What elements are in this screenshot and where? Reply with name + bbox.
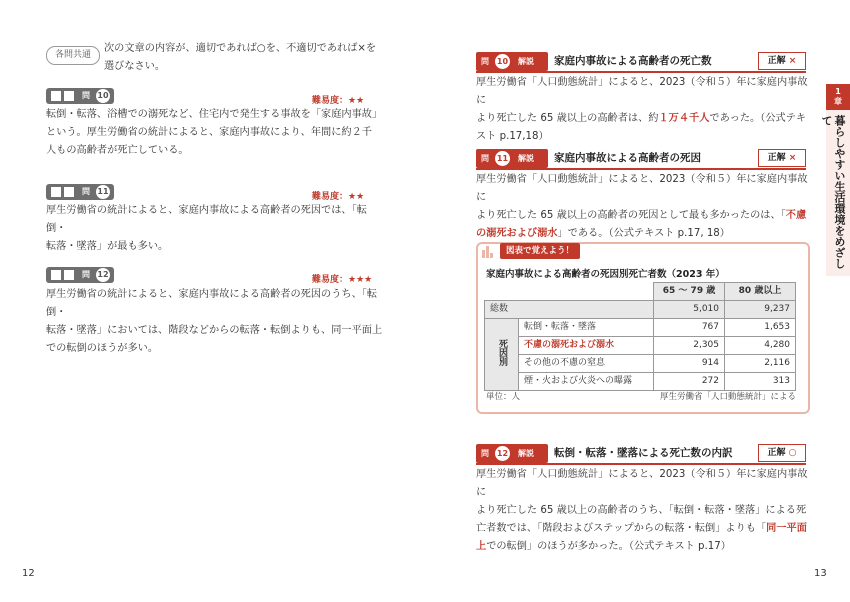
table-row: [485, 301, 796, 319]
correct-answer: 正解 ○: [758, 444, 806, 462]
divider: [476, 168, 806, 170]
question-line: 人もの高齢者が死亡している。: [46, 145, 189, 156]
page-number-left: 12: [22, 568, 35, 579]
figure-tag-title: 図表で覚えよう！: [500, 243, 580, 259]
cell-value: 5,010: [654, 301, 725, 319]
chapter-number: 1 章: [826, 84, 850, 110]
answer-header-11: [476, 149, 806, 168]
question-text: [46, 202, 386, 256]
question-line: 厚生労働省の統計によると、家庭内事故による高齢者の死因のうち、「転倒・: [46, 289, 378, 318]
answer-tag: 問 12 解説: [476, 444, 548, 463]
table-title: 家庭内事故による高齢者の死因別死亡者数（2023 年）: [486, 269, 725, 280]
answer-title: 家庭内事故による高齢者の死因: [554, 152, 701, 164]
answer-title: 家庭内事故による高齢者の死亡数: [554, 55, 712, 67]
instruction-line: 選びなさい。: [104, 61, 166, 72]
question-number: 10: [96, 89, 110, 103]
difficulty: 難易度：★★★: [312, 275, 373, 285]
table-row: [485, 355, 796, 373]
answer-header-12: [476, 444, 806, 463]
instruction-line: 次の文章の内容が、適切であれば○を、不適切であれば×を: [104, 43, 377, 54]
group-label: 死因別: [485, 319, 519, 391]
row-label: 総数: [485, 301, 654, 319]
question-line: 転落・墜落」においては、階段などからの転落・転倒よりも、同一平面上: [46, 325, 383, 336]
figure-tag: [476, 242, 580, 260]
answer-mark: ○: [788, 448, 797, 458]
cell-value: 2,116: [725, 355, 796, 373]
divider: [476, 71, 806, 73]
cell-value: 1,653: [725, 319, 796, 337]
answer-header-10: [476, 52, 806, 71]
question-line: 厚生労働省の統計によると、家庭内事故による高齢者の死因では、「転倒・: [46, 205, 367, 234]
correct-answer: 正解 ×: [758, 52, 806, 70]
row-label: その他の不慮の窒息: [519, 355, 654, 373]
column-header: 80 歳以上: [725, 283, 796, 301]
cell-value: 767: [654, 319, 725, 337]
answer-box-icon: [51, 270, 61, 280]
cell-value: 4,280: [725, 337, 796, 355]
cell-value: 914: [654, 355, 725, 373]
answer-box-icon: [51, 91, 61, 101]
table-row: [485, 337, 796, 355]
table-source: 厚生労働省「人口動態統計」による: [659, 392, 796, 402]
answer-box-icon: [64, 270, 74, 280]
question-label-10: 問 10: [46, 88, 114, 104]
table-row: [485, 373, 796, 391]
question-line: という。厚生労働省の統計によると、家庭内事故により、年間に約２千: [46, 127, 372, 138]
table-row: [485, 283, 796, 301]
page-number-right: 13: [814, 568, 827, 579]
answer-number: 12: [495, 446, 510, 461]
answer-text: 厚生労働省「人口動態統計」によると、2023（令和５）年に家庭内事故に より死亡した 65 歳以上の高齢者は、約１万４千人であった。（公式テキ スト p.17,18）: [476, 77, 808, 142]
common-tag: 各問共通: [46, 46, 100, 65]
question-text: [46, 106, 386, 160]
column-header: 65 ～ 79 歳: [654, 283, 725, 301]
answer-number: 10: [495, 54, 510, 69]
answer-text: 厚生労働省「人口動態統計」によると、2023（令和５）年に家庭内事故に より死亡した 65 歳以上の高齢者のうち、「転倒・転落・墜落」による死 亡者数では、「階段およびステップからの転落・転倒」よりも「同一平面 上での転倒」のほうが多かった。（公式テキスト p.17）: [476, 469, 808, 552]
row-label: 煙・火および火炎への曝露: [519, 373, 654, 391]
cell-value: 313: [725, 373, 796, 391]
chapter-tab: [820, 84, 850, 276]
answer-mark: ×: [788, 153, 797, 163]
death-stats-table: [484, 282, 796, 391]
answer-tag: 問 10 解説: [476, 52, 548, 71]
answer-box-icon: [64, 187, 74, 197]
answer-tag: 問 11 解説: [476, 149, 548, 168]
answer-box-icon: [64, 91, 74, 101]
row-label: 不慮の溺死および溺水: [519, 337, 654, 355]
question-number: 12: [96, 268, 110, 282]
cell-value: 272: [654, 373, 725, 391]
table-row: [485, 319, 796, 337]
chapter-title: 暮らしやすい生活環境をめざして: [820, 115, 846, 269]
question-label-11: 問 11: [46, 184, 114, 200]
correct-answer: 正解 ×: [758, 149, 806, 167]
cell-value: 9,237: [725, 301, 796, 319]
bar-chart-icon: [481, 244, 495, 258]
table-unit: 単位：人: [486, 392, 521, 402]
question-text: [46, 286, 386, 358]
question-line: 転落・墜落」が最も多い。: [46, 241, 169, 252]
question-label-12: 問 12: [46, 267, 114, 283]
divider: [476, 463, 806, 465]
cell-value: 2,305: [654, 337, 725, 355]
answer-number: 11: [495, 151, 510, 166]
answer-title: 転倒・転落・墜落による死亡数の内訳: [554, 447, 733, 459]
answer-box-icon: [51, 187, 61, 197]
row-label: 転倒・転落・墜落: [519, 319, 654, 337]
answer-mark: ×: [788, 56, 797, 66]
question-line: 転倒・転落、浴槽での溺死など、住宅内で発生する事故を「家庭内事故」: [46, 109, 383, 120]
question-number: 11: [96, 185, 110, 199]
difficulty: 難易度：★★: [312, 96, 365, 106]
difficulty: 難易度：★★: [312, 192, 365, 202]
answer-text: 厚生労働省「人口動態統計」によると、2023（令和５）年に家庭内事故に より死亡した 65 歳以上の高齢者の死因として最も多かったのは、「不慮 の溺死および溺水」である。（公式テキスト p.17, 18）: [476, 174, 808, 239]
question-line: での転倒のほうが多い。: [46, 343, 159, 354]
instruction: [104, 40, 394, 76]
